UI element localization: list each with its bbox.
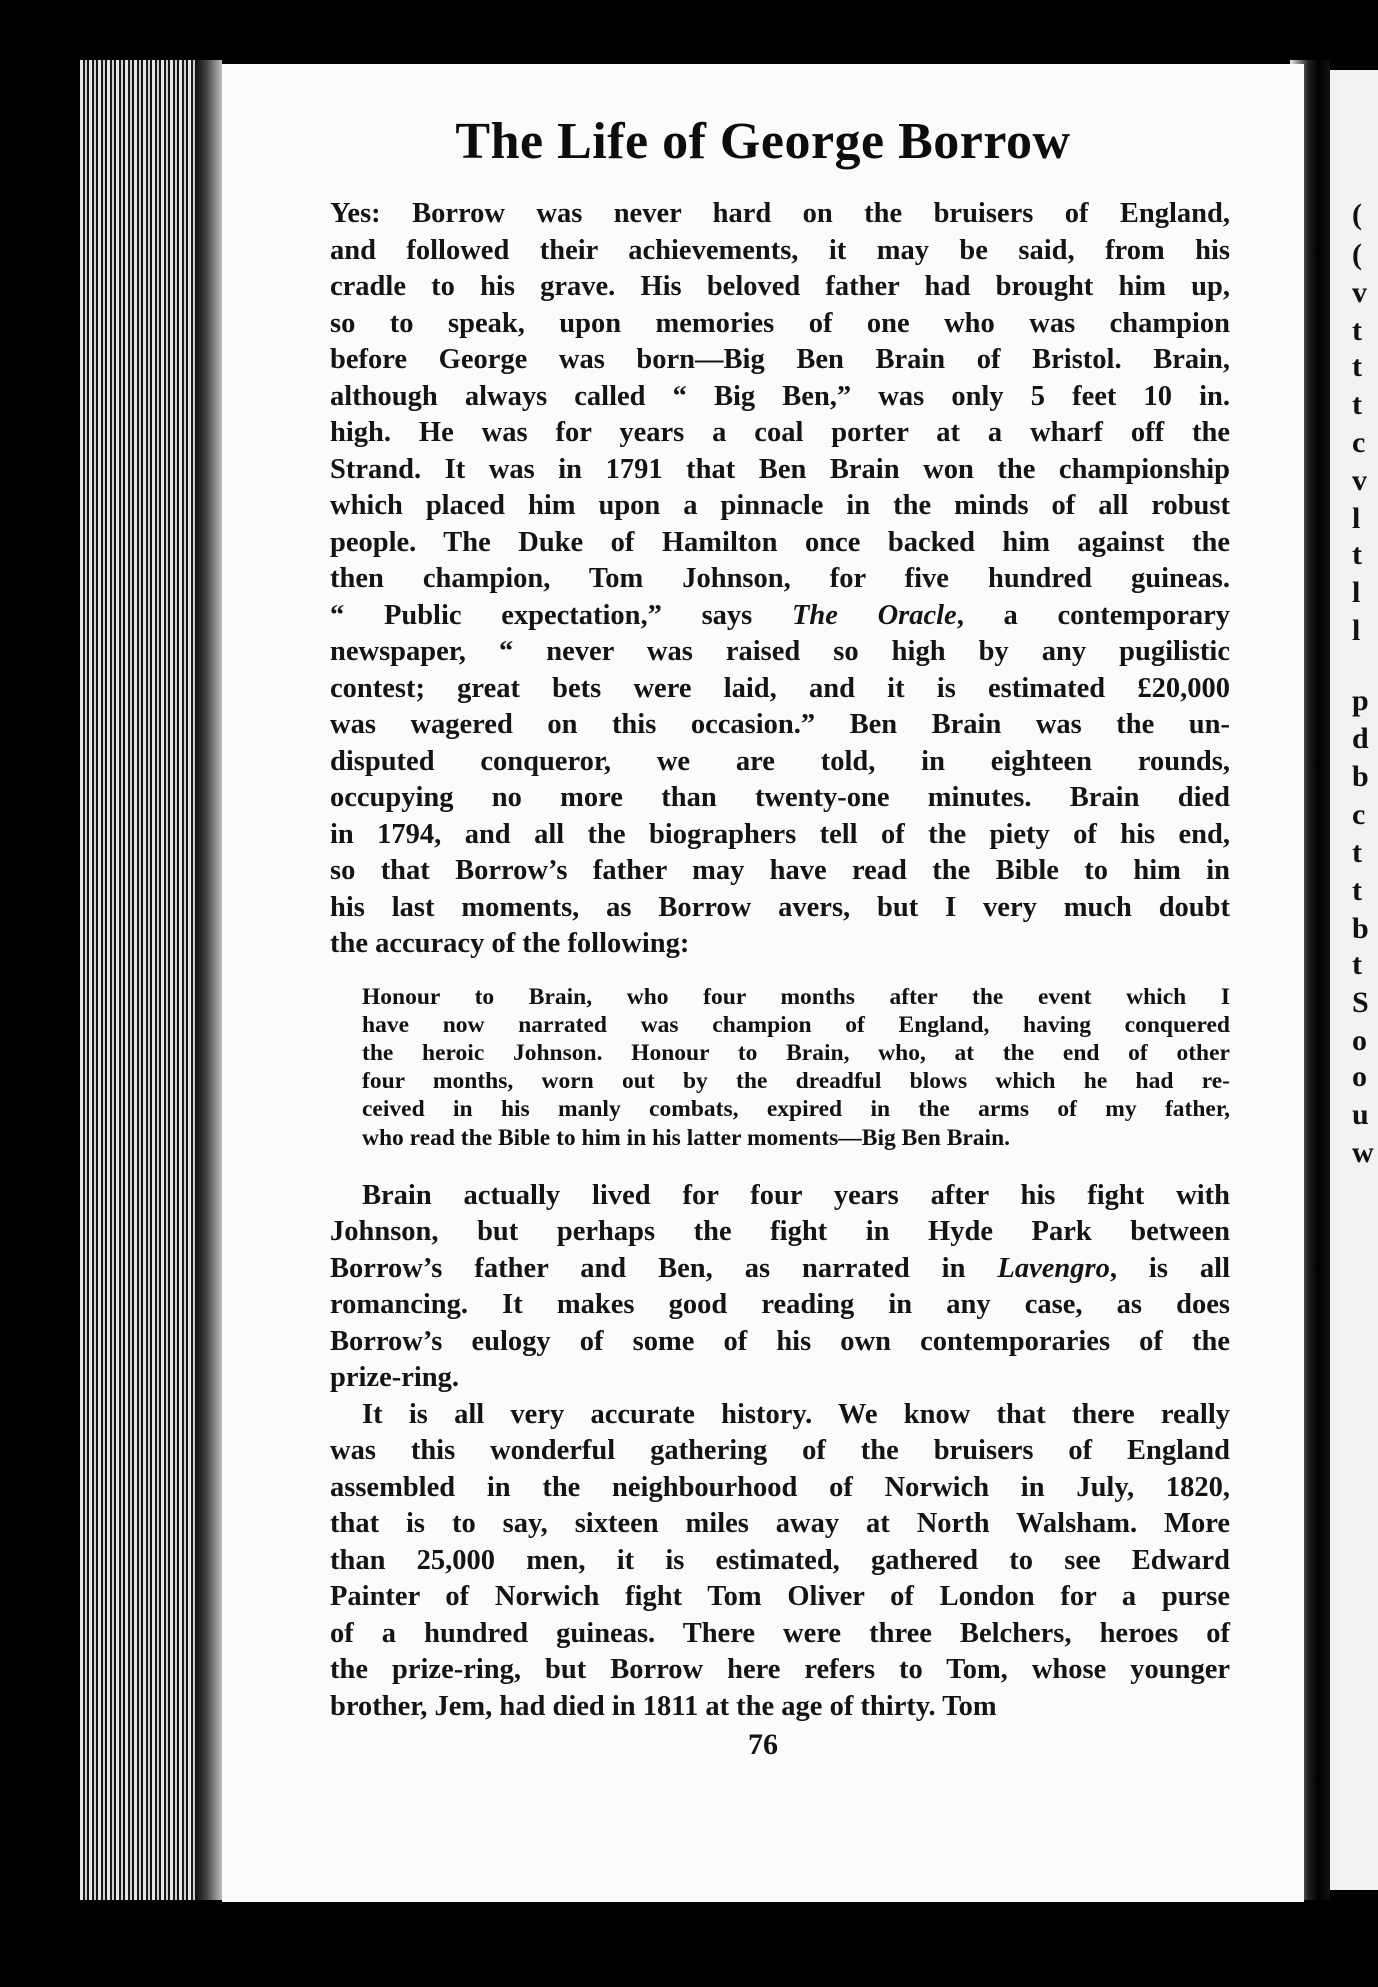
facing-page-fragment: l [1352, 576, 1361, 609]
text-line: brother, Jem, had died in 1811 at the age of thirty. Tom [330, 1690, 997, 1722]
text-line: people. The Duke of Hamilton once backed him against the [330, 526, 1230, 558]
facing-page-fragment: c [1352, 798, 1366, 831]
facing-page-fragment: t [1352, 388, 1362, 421]
text-line: the prize-ring, but Borrow here refers to Tom, whose younger [330, 1654, 1230, 1686]
text-line: so to speak, upon memories of one who was champion [330, 307, 1230, 339]
text-line: of a hundred guineas. There were three Belchers, heroes of [330, 1617, 1230, 1649]
text-line: than 25,000 men, it is estimated, gathered to see Edward [330, 1544, 1230, 1576]
text-line: which placed him upon a pinnacle in the minds of all robust [330, 490, 1230, 521]
text-line: It is all very accurate history. We know that there really [362, 1398, 1230, 1430]
text-line: have now narrated was champion of England, having conquered [362, 1011, 1230, 1038]
text-line: was this wonderful gathering of the bruisers of England [330, 1435, 1230, 1467]
text-line: disputed conqueror, we are told, in eighteen rounds, [330, 745, 1230, 777]
paragraph-1 [330, 196, 1230, 963]
text-line: contest; great bets were laid, and it is estimated £20,000 [330, 672, 1230, 704]
facing-page-fragment: t [1352, 350, 1362, 383]
text-line: Johnson, but perhaps the fight in Hyde Park between [330, 1216, 1230, 1248]
text-line: in 1794, and all the biographers tell of the piety of his end, [330, 818, 1230, 850]
facing-page-fragment: o [1352, 1024, 1367, 1057]
text-line: then champion, Tom Johnson, for five hundred guineas. [330, 563, 1230, 594]
text-line: the heroic Johnson. Honour to Brain, who, at the end of other [362, 1039, 1230, 1066]
page-body [330, 196, 1230, 1725]
facing-page-fragment: b [1352, 912, 1369, 945]
text-line: newspaper, “ never was raised so high by any pugilistic [330, 636, 1230, 667]
text-line: his last moments, as Borrow avers, but I very much doubt [330, 891, 1230, 923]
running-head: The Life of George Borrow [455, 113, 1071, 170]
block-quotation [362, 983, 1230, 1152]
facing-page-fragment: u [1352, 1098, 1369, 1131]
text-line: Strand. It was in 1791 that Ben Brain won the championship [330, 453, 1230, 485]
text-line: Yes: Borrow was never hard on the bruisers of England, [330, 198, 1230, 229]
text-line: so that Borrow’s father may have read the Bible to him in [330, 855, 1230, 886]
text-line: cradle to his grave. His beloved father had brought him up, [330, 271, 1230, 302]
paragraph-3 [330, 1397, 1230, 1726]
text-line: “ Public expectation,” says The Oracle, a contemporary [330, 599, 1231, 631]
facing-page-fragment: l [1352, 614, 1361, 647]
facing-page-fragment: p [1352, 684, 1369, 717]
facing-page-fragment: v [1352, 464, 1367, 497]
facing-page-fragment: v [1352, 276, 1367, 309]
text-line: Borrow’s father and Ben, as narrated in Lavengro, is all [330, 1252, 1230, 1284]
facing-page-fragment: o [1352, 1060, 1367, 1093]
text-line: and followed their achievements, it may be said, from his [330, 234, 1230, 266]
facing-page-fragment: ( [1352, 198, 1362, 231]
facing-page-fragment: t [1352, 836, 1362, 869]
text-line: Painter of Norwich fight Tom Oliver of London for a purse [330, 1581, 1230, 1613]
text-line: the accuracy of the following: [330, 928, 690, 959]
text-line: assembled in the neighbourhood of Norwich in July, 1820, [330, 1471, 1230, 1503]
text-line: ceived in his manly combats, expired in the arms of my father, [362, 1096, 1230, 1123]
paragraph-2 [330, 1178, 1230, 1397]
text-line: Honour to Brain, who four months after the event which I [362, 983, 1230, 1010]
facing-page-fragment: w [1352, 1136, 1374, 1169]
left-gutter-shadow [196, 60, 222, 1900]
text-line: that is to say, sixteen miles away at North Walsham. More [330, 1508, 1230, 1540]
facing-page-fragment: t [1352, 948, 1362, 981]
text-line: Borrow’s eulogy of some of his own contemporaries of the [330, 1325, 1230, 1357]
text-line: Brain actually lived for four years after his fight with [362, 1179, 1230, 1211]
text-line: although always called “ Big Ben,” was only 5 feet 10 in. [330, 380, 1230, 412]
text-line: prize-ring. [330, 1362, 460, 1394]
facing-page-fragment: l [1352, 502, 1361, 535]
text-line: romancing. It makes good reading in any case, as does [330, 1289, 1230, 1321]
facing-page-fragment: t [1352, 314, 1362, 347]
text-line: four months, worn out by the dreadful blows which he had re- [362, 1068, 1230, 1095]
facing-page-fragment: t [1352, 874, 1362, 907]
facing-page-fragment: d [1352, 722, 1369, 755]
page-number: 76 [748, 1728, 778, 1761]
facing-page-fragment: b [1352, 760, 1369, 793]
facing-page-fragment: ( [1352, 238, 1362, 271]
text-line: occupying no more than twenty-one minutes. Brain died [330, 782, 1230, 813]
facing-page-fragment: c [1352, 426, 1366, 459]
facing-page-fragment: S [1352, 986, 1369, 1019]
text-line: high. He was for years a coal porter at a wharf off the [330, 417, 1230, 448]
text-line: before George was born—Big Ben Brain of Bristol. Brain, [330, 344, 1230, 375]
text-line: was wagered on this occasion.” Ben Brain was the un- [330, 709, 1230, 740]
facing-page-fragment: t [1352, 538, 1362, 571]
text-line: who read the Bible to him in his latter moments—Big Ben Brain. [362, 1124, 1011, 1151]
